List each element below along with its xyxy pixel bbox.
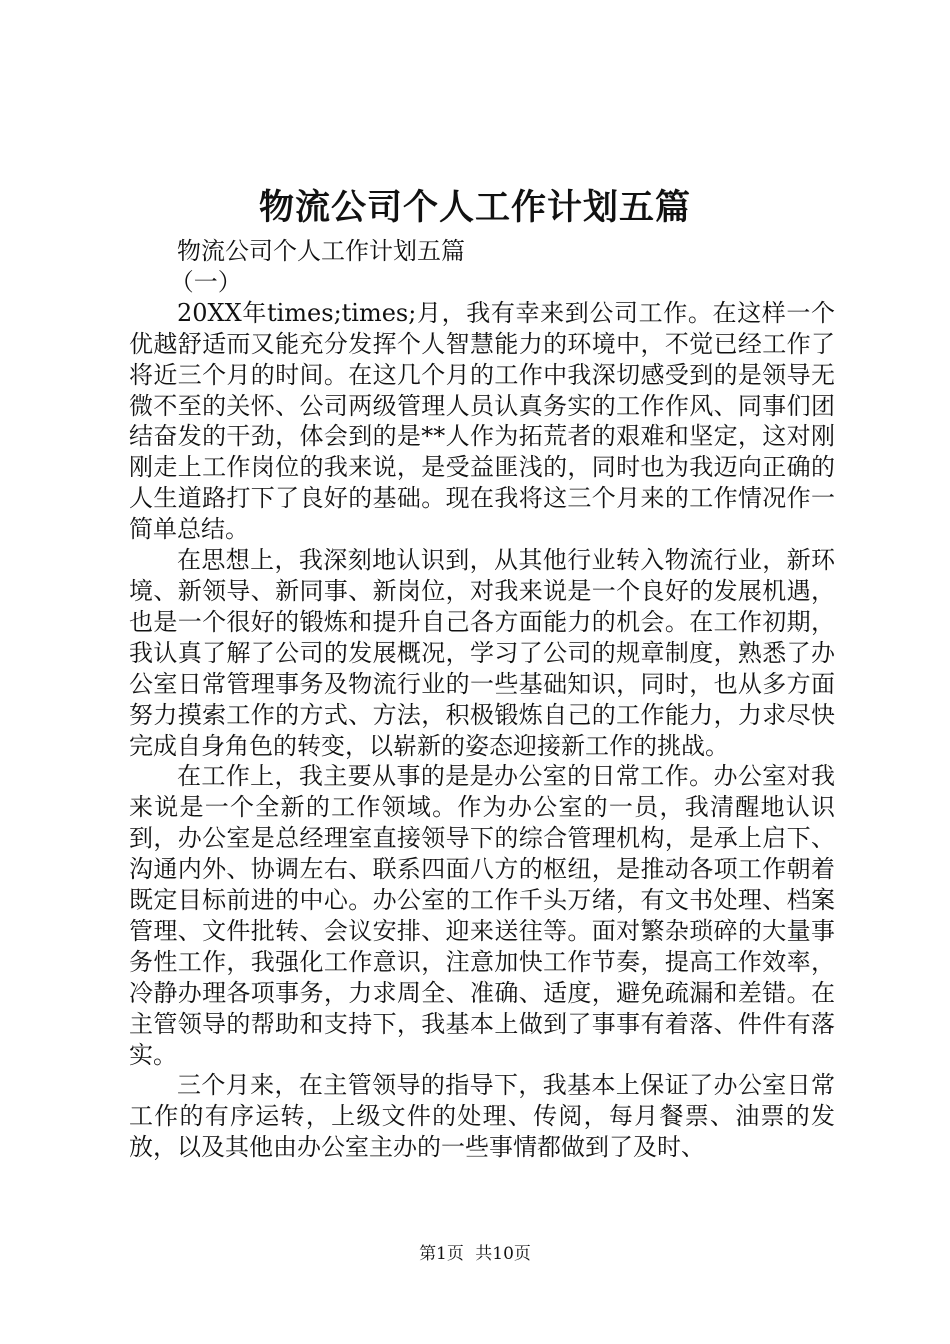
page-total: 共10页 [475, 1244, 531, 1264]
section-marker: （一） [169, 267, 242, 296]
page-number: 第1页 [419, 1244, 464, 1264]
page-footer [0, 1242, 950, 1266]
body-paragraph: 三个月来，在主管领导的指导下，我基本上保证了办公室日常工作的有序运转，上级文件的处理、传阅，每月餐票、油票的发放，以及其他由办公室主办的一些事情都做到了及时、 [129, 1071, 835, 1162]
document-body [129, 236, 835, 1163]
document-title: 物流公司个人工作计划五篇 [258, 187, 691, 228]
body-paragraph: 在思想上，我深刻地认识到，从其他行业转入物流行业，新环境、新领导、新同事、新岗位，对我来说是一个良好的发展机遇，也是一个很好的锻炼和提升自己各方面能力的机会。在工作初期，我认真了解了公司的发展概况，学习了公司的规章制度，熟悉了办公室日常管理事务及物流行业的一些基础知识，同时，也从多方面努力摸索工作的方式、方法，积极锻炼自己的工作能力，力求尽快完成自身角色的转变，以崭新的姿态迎接新工作的挑战。 [129, 546, 835, 760]
document-subtitle: 物流公司个人工作计划五篇 [177, 237, 465, 265]
body-paragraph: 20XX年times;times;月，我有幸来到公司工作。在这样一个优越舒适而又能充分发挥个人智慧能力的环境中，不觉已经工作了将近三个月的时间。在这几个月的工作中我深切感受到的是领导无微不至的关怀、公司两级管理人员认真务实的工作作风、同事们团结奋发的干劲，体会到的是**人作为拓荒者的艰难和坚定，这对刚刚走上工作岗位的我来说，是受益匪浅的，同时也为我迈向正确的人生道路打下了良好的基础。现在我将这三个月来的工作情况作一简单总结。 [129, 298, 835, 544]
body-paragraph: 在工作上，我主要从事的是是办公室的日常工作。办公室对我来说是一个全新的工作领域。作为办公室的一员，我清醒地认识到，办公室是总经理室直接领导下的综合管理机构，是承上启下、沟通内外、协调左右、联系四面八方的枢纽，是推动各项工作朝着既定目标前进的中心。办公室的工作千头万绪，有文书处理、档案管理、文件批转、会议安排、迎来送往等。面对繁杂琐碎的大量事务性工作，我强化工作意识，注意加快工作节奏，提高工作效率，冷静办理各项事务，力求周全、准确、适度，避免疏漏和差错。在主管领导的帮助和支持下，我基本上做到了事事有着落、件件有落实。 [129, 762, 835, 1069]
